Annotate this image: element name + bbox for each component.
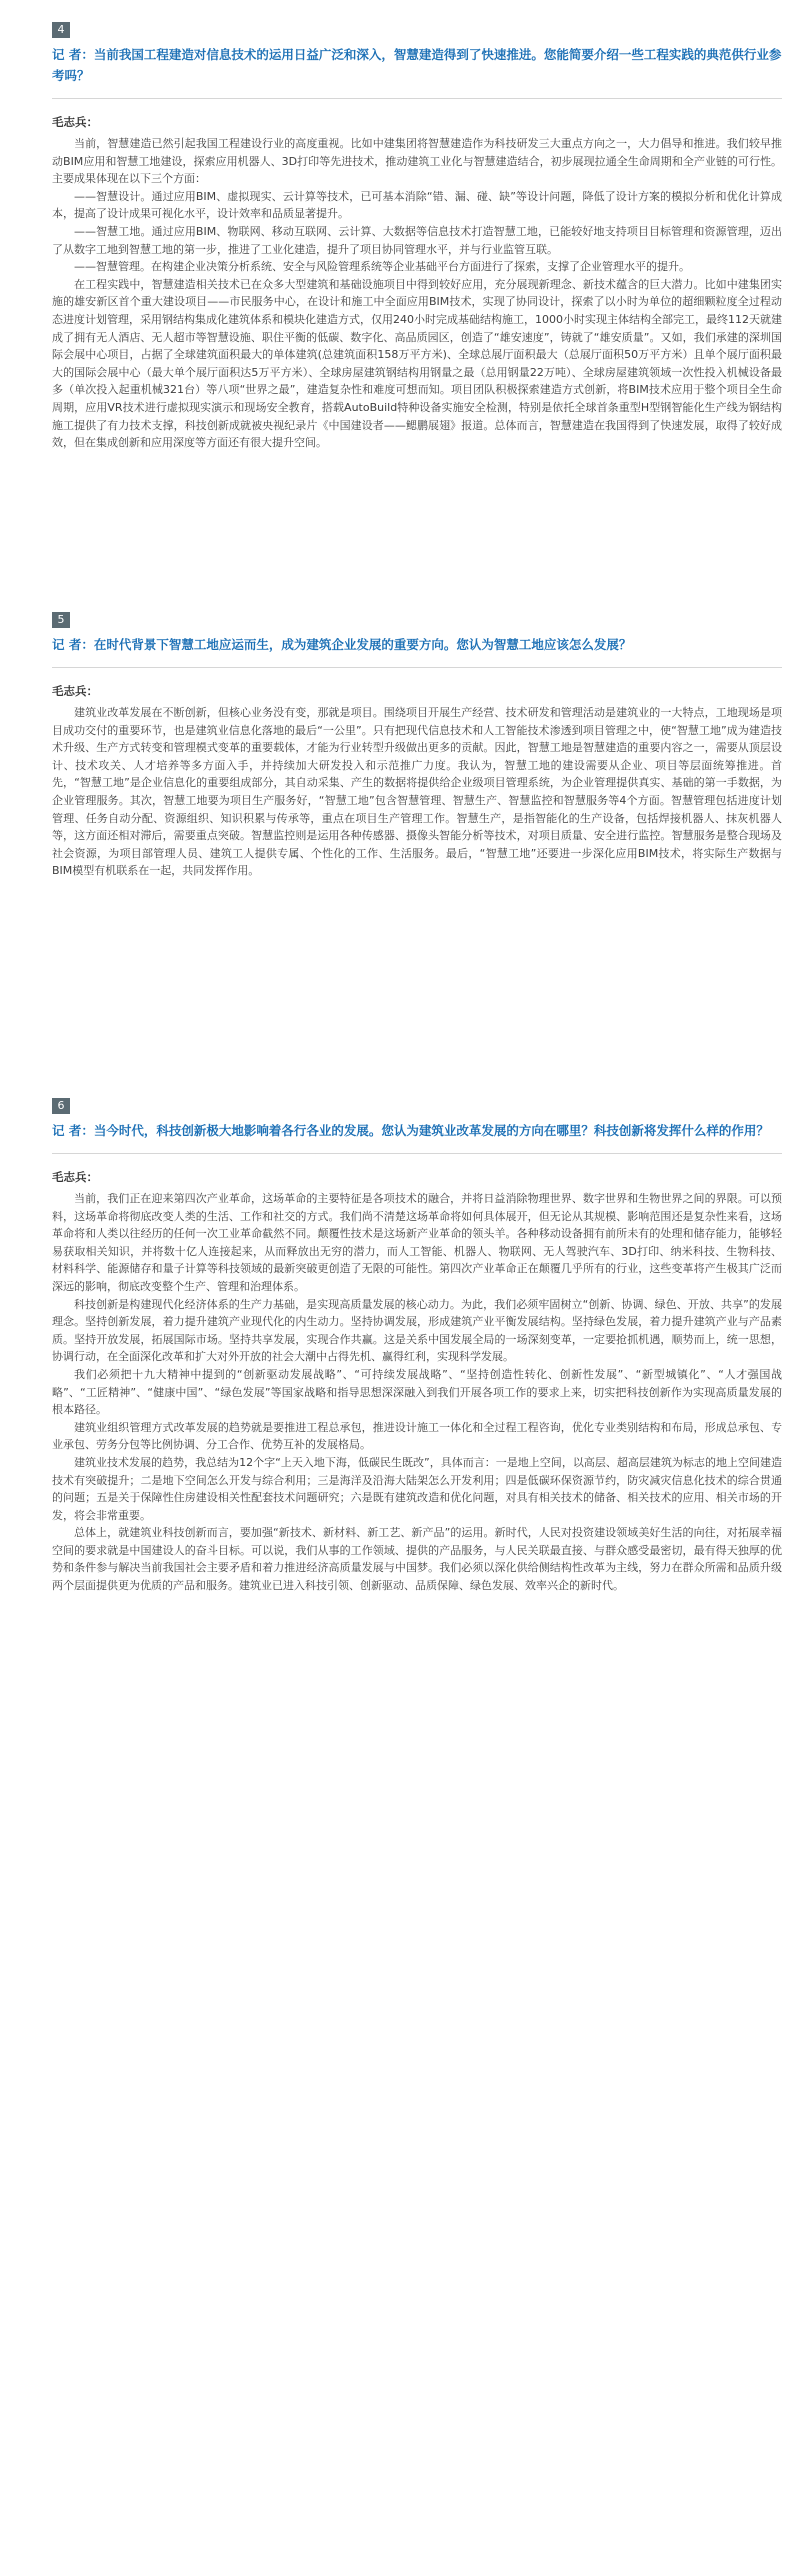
answer-paragraph: ——智慧工地。通过应用BIM、物联网、移动互联网、云计算、大数据等信息技术打造智慧工地，已能较好地支持项目目标管理和资源管理，迈出了从数字工地到智慧工地的第一步，推进了工业化建造，提升了项目协同管理水平，并与行业监管互联。 [52,224,782,256]
divider [52,1153,782,1154]
answer-paragraph: ——智慧管理。在构建企业决策分析系统、安全与风险管理系统等企业基础平台方面进行了探索，支撑了企业管理水平的提升。 [74,260,690,274]
answer-paragraph: 当前，智慧建造已然引起我国工程建设行业的高度重视。比如中建集团将智慧建造作为科技研发三大重点方向之一，大力倡导和推进。我们较早推动BIM应用和智慧工地建设，探索应用机器人、3D打印等先进技术，推动建筑工业化与智慧建造结合，初步展现拉通全生命周期和全产业链的可行性。主要成果体现在以下三个方面： [52,137,782,186]
qa-section-6 [52,1094,782,1595]
answer-paragraph: 在工程实践中，智慧建造相关技术已在众多大型建筑和基础设施项目中得到较好应用，充分展现新理念、新技术蕴含的巨大潜力。比如中建集团实施的雄安新区首个重大建设项目——市民服务中心，在设计和施工中全面应用BIM技术，实现了协同设计，探索了以小时为单位的超细颗粒度全过程动态进度计划管理，采用钢结构集成化建筑体系和模块化建造方式，仅用240小时完成基础结构施工，1000小时实现主体结构全部完工，最终112天就建成了拥有无人酒店、无人超市等智慧设施、职住平衡的低碳、数字化、高品质园区，创造了“雄安速度”，铸就了“雄安质量”。又如，我们承建的深圳国际会展中心项目，占据了全球建筑面积最大的单体建筑(总建筑面积158万平方米)、全球总展厅面积最大（总展厅面积50万平方米）且单个展厅面积最大的国际会展中心（最大单个展厅面积达5万平方米）、全球房屋建筑钢结构用钢量之最（总用钢量22万吨）、全球房屋建筑领域一次性投入机械设备最多（单次投入起重机械321台）等八项“世界之最”，建造复杂性和难度可想而知。项目团队积极探索建造方式创新，将BIM技术应用于整个项目全生命周期，应用VR技术进行虚拟现实演示和现场安全教育，搭载AutoBuild特种设备实施安全检测，特别是依托全球首条重型H型钢智能化生产线为钢结构施工提供了有力技术支撑，科技创新成就被央视纪录片《中国建设者——鳃鹏展翅》报道。总体而言，智慧建造在我国得到了快速发展，取得了较好成效，但在集成创新和应用深度等方面还有很大提升空间。 [52,277,782,450]
answer-paragraph: ——智慧设计。通过应用BIM、虚拟现实、云计算等技术，已可基本消除“错、漏、碰、缺”等设计问题，降低了设计方案的模拟分析和优化计算成本，提高了设计成果可视化水平，设计效率和品质显著提升。 [52,189,782,221]
divider [52,98,782,99]
section-number-badge: 6 [52,1098,70,1114]
answer-paragraph: 建筑业改革发展在不断创新，但核心业务没有变，那就是项目。围绕项目开展生产经营、技术研发和管理活动是建筑业的一大特点，工地现场是项目成功交付的重要环节，也是建筑业信息化落地的最后“一公里”。只有把现代信息技术和人工智能技术渗透到项目管理之中，使“智慧工地”成为建造技术升级、生产方式转变和管理模式变革的重要载体，才能为行业转型升级做出更多的贡献。因此，智慧工地是智慧建造的重要内容之一，需要从顶层设计、技术攻关、人才培养等多方面入手，并持续加大研发投入和示范推广力度。我认为，智慧工地的建设需要从企业、项目等层面统筹推进。首先，“智慧工地”是企业信息化的重要组成部分，其自动采集、产生的数据将提供给企业级项目管理系统，为企业管理提供真实、基础的第一手数据，为企业管理服务。其次，智慧工地要为项目生产服务好，“智慧工地”包含智慧管理、智慧生产、智慧监控和智慧服务等4个方面。智慧管理包括进度计划管理、任务自动分配、资源组织、知识积累与传承等，重点在项目生产管理工作。智慧生产，是指智能化的生产设备，包括焊接机器人、抹灰机器人等，这方面还相对滞后，需要重点突破。智慧监控则是运用各种传感器、摄像头智能分析等技术，对项目质量、安全进行监控。智慧服务是整合现场及社会资源，为项目部管理人员、建筑工人提供专属、个性化的工作、生活服务。最后，“智慧工地”还要进一步深化应用BIM技术，将实际生产数据与BIM模型有机联系在一起，共同发挥作用。 [52,706,782,878]
answer-paragraph: 建筑业组织管理方式改革发展的趋势就是要推进工程总承包，推进设计施工一体化和全过程工程咨询，优化专业类别结构和布局，形成总承包、专业承包、劳务分包等比例协调、分工合作、优势互补的发展格局。 [52,1420,782,1452]
answer-paragraph: 当前，我们正在迎来第四次产业革命，这场革命的主要特征是各项技术的融合，并将日益消除物理世界、数字世界和生物世界之间的界限。可以预料，这场革命将彻底改变人类的生活、工作和社交的方式。我们尚不清楚这场革命将如何具体展开，但无论从其规模、影响范围还是复杂性来看，这场革命将和人类以往经历的任何一次工业革命截然不同。颠覆性技术是这场新产业革命的领头羊。各种移动设备拥有前所未有的处理和储存能力，能够轻易获取相关知识，并将数十亿人连接起来，从而释放出无穷的潜力，而人工智能、机器人、物联网、无人驾驶汽车、3D打印、纳米科技、生物科技、材料科学、能源储存和量子计算等科技领域的最新突破更创造了无限的可能性。第四次产业革命正在颠覆几乎所有的行业，这些变革将产生极其广泛而深远的影响，彻底改变整个生产、管理和治理体系。 [52,1192,782,1293]
speaker-label: 毛志兵： [52,1170,98,1184]
section-number-badge: 5 [52,612,70,628]
speaker-label: 毛志兵： [52,115,98,129]
speaker-label: 毛志兵： [52,684,98,698]
qa-section-5 [52,608,782,880]
reporter-question: 记 者：当前我国工程建造对信息技术的运用日益广泛和深入，智慧建造得到了快速推进。您能简要介绍一些工程实践的典范供行业参考吗？ [52,47,782,83]
answer-paragraph: 建筑业技术发展的趋势，我总结为12个字“上天入地下海，低碳民生既改”，具体而言：一是地上空间，以高层、超高层建筑为标志的地上空间建造技术有突破提升；二是地下空间怎么开发与综合利用；三是海洋及沿海大陆架怎么开发利用；四是低碳环保资源节约，防灾减灾信息化技术的综合贯通的问题；五是关于保障性住房建设相关性配套技术问题研究；六是既有建筑改造和优化问题，对具有相关技术的储备、相关技术的应用、相关市场的开发，将会非常重要。 [52,1455,782,1522]
qa-section-4 [52,18,782,452]
divider [52,667,782,668]
answer-paragraph: 科技创新是构建现代化经济体系的生产力基础，是实现高质量发展的核心动力。为此，我们必须牢固树立“创新、协调、绿色、开放、共享”的发展理念。坚持创新发展，着力提升建筑产业现代化的内生动力。坚持协调发展，形成建筑产业平衡发展结构。坚持绿色发展，着力提升建筑产业与产品素质。坚持开放发展，拓展国际市场。坚持共享发展，实现合作共赢。这是关系中国发展全局的一场深刻变革，一定要抢抓机遇，顺势而上，统一思想，协调行动，在全面深化改革和扩大对外开放的社会大潮中占得先机、赢得红利，实现科学发展。 [52,1297,782,1364]
reporter-question: 记 者：在时代背景下智慧工地应运而生，成为建筑企业发展的重要方向。您认为智慧工地应该怎么发展？ [52,637,632,652]
answer-paragraph: 总体上，就建筑业科技创新而言，要加强“新技术、新材料、新工艺、新产品”的运用。新时代，人民对投资建设领域美好生活的向往，对拓展幸福空间的要求就是中国建设人的奋斗目标。可以说，我们从事的工作领域、提供的产品服务，与人民关联最直接、与群众感受最密切，最有得天独厚的优势和条件参与解决当前我国社会主要矛盾和着力推进经济高质量发展与中国梦。我们必须以深化供给侧结构性改革为主线，努力在群众所需和品质升级两个层面提供更为优质的产品和服务。建筑业已进入科技引领、创新驱动、品质保障、绿色发展、效率兴企的新时代。 [52,1526,782,1593]
section-number-badge: 4 [52,22,70,38]
answer-paragraph: 我们必须把十九大精神中提到的“创新驱动发展战略”、“可持续发展战略”、“坚持创造性转化、创新性发展”、“新型城镇化”、“人才强国战略”、“工匠精神”、“健康中国”、“绿色发展”等国家战略和指导思想深深融入到我们开展各项工作的要求上来，切实把科技创新作为实现高质量发展的根本路径。 [52,1367,782,1417]
reporter-question: 记 者：当今时代，科技创新极大地影响着各行各业的发展。您认为建筑业改革发展的方向在哪里？科技创新将发挥什么样的作用？ [52,1123,769,1138]
